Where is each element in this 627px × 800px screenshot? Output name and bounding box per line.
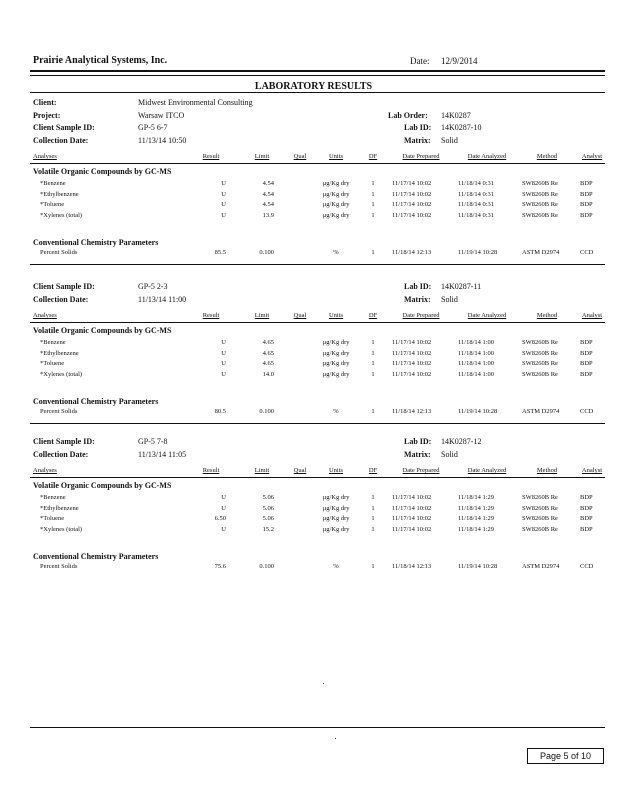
conv-cell-units: % [333,563,339,570]
voc-cell-analyzed: 11/18/14 1:29 [458,515,495,522]
conv-cell-units: % [333,249,339,256]
voc-cell-units: µg/Kg dry [322,180,350,187]
voc-cell-df: 1 [371,370,375,378]
voc-cell-analyst: BDP [580,504,593,512]
column-header-analyte: Analyses [33,467,57,474]
voc-cell-analyzed: 11/18/14 1:29 [458,494,495,501]
column-header-analyte: Analyses [33,312,57,319]
collection-date-label: Collection Date: [33,450,89,459]
voc-cell-method: SW8260B Re [522,494,558,501]
voc-cell-analyte: *Xylenes (total) [40,370,83,378]
conv-cell-df: 1 [371,563,375,570]
lab-id-value: 14K0287-12 [441,437,482,446]
column-header-analyst: Analyst [581,153,603,160]
voc-cell-df: 1 [371,525,375,533]
conv-cell-analyzed: 11/19/14 10:28 [458,408,498,415]
voc-cell-analyzed: 11/18/14 0:31 [458,201,495,208]
column-header-prepared: Date Prepared [402,467,440,474]
client-sample-id-value: GP-5 6-7 [138,123,168,132]
voc-cell-analyzed: 11/18/14 0:31 [458,211,495,219]
voc-cell-df: 1 [371,339,375,346]
voc-cell-analyzed: 11/18/14 1:29 [458,525,495,533]
lab-id-label: Lab ID: [404,282,432,291]
voc-cell-units: µg/Kg dry [322,515,350,522]
voc-cell-analyte: *Benzene [40,494,66,501]
column-header-result: Result [202,467,220,474]
voc-cell-analyst: BDP [580,360,593,367]
conv-cell-limit: 0.100 [259,249,274,256]
column-header-units: Units [328,467,344,474]
voc-cell-prepared: 11/17/14 10:02 [392,494,432,501]
column-header-limit: Limit [254,312,270,319]
matrix-label: Matrix: [404,295,431,304]
conv-cell-analyte: Percent Solids [40,249,78,256]
lab-id-label: Lab ID: [404,437,432,446]
conv-cell-analyst: CCD [580,408,594,415]
conv-cell-df: 1 [371,408,375,415]
collection-date-value: 11/13/14 11:05 [138,450,187,459]
voc-cell-units: µg/Kg dry [322,339,350,346]
collection-date-label: Collection Date: [33,295,89,304]
voc-cell-prepared: 11/17/14 10:02 [392,211,432,219]
voc-cell-method: SW8260B Re [522,349,558,357]
conv-section-title: Conventional Chemistry Parameters [33,238,159,247]
voc-cell-result: U [221,504,226,512]
voc-cell-units: µg/Kg dry [322,504,350,512]
voc-cell-units: µg/Kg dry [322,211,350,219]
voc-cell-df: 1 [371,349,375,357]
voc-cell-method: SW8260B Re [522,180,558,187]
voc-section-title: Volatile Organic Compounds by GC-MS [33,481,172,490]
voc-cell-limit: 4.65 [262,360,274,367]
client-sample-id-label: Client Sample ID: [33,437,95,446]
voc-cell-method: SW8260B Re [522,201,558,208]
column-header-df: DF [368,153,378,160]
voc-cell-result: U [221,339,226,346]
voc-cell-prepared: 11/17/14 10:02 [392,370,432,378]
column-header-analyte: Analyses [33,153,57,160]
voc-cell-analyzed: 11/18/14 1:29 [458,504,495,512]
voc-cell-analyst: BDP [580,515,593,522]
lab-id-label: Lab ID: [404,123,432,132]
voc-cell-df: 1 [371,504,375,512]
voc-cell-result: U [221,360,226,367]
conv-cell-df: 1 [371,249,375,256]
voc-cell-analyst: BDP [580,525,593,533]
report-date: 12/9/2014 [441,56,478,66]
voc-cell-prepared: 11/17/14 10:02 [392,504,432,512]
voc-cell-prepared: 11/17/14 10:02 [392,180,432,187]
voc-cell-method: SW8260B Re [522,525,558,533]
voc-cell-analyte: *Xylenes (total) [40,211,83,219]
conv-cell-prepared: 11/18/14 12:13 [392,563,432,570]
voc-cell-result: U [221,349,226,357]
sample-separator-rule [30,423,605,424]
voc-cell-units: µg/Kg dry [322,370,350,378]
voc-cell-analyte: *Toluene [40,201,65,208]
voc-cell-analyte: *Ethylbenzene [40,504,79,512]
column-header-analyst: Analyst [581,312,603,319]
voc-cell-method: SW8260B Re [522,190,558,198]
column-header-analyst: Analyst [581,467,603,474]
lab-id-value: 14K0287-10 [441,123,482,132]
voc-cell-result: U [221,494,226,501]
voc-cell-analyzed: 11/18/14 1:00 [458,360,495,367]
voc-cell-units: µg/Kg dry [322,360,350,367]
voc-cell-df: 1 [371,494,375,501]
matrix-label: Matrix: [404,136,431,145]
company-name: Prairie Analytical Systems, Inc. [33,55,168,66]
collection-date-value: 11/13/14 11:00 [138,295,187,304]
voc-cell-method: SW8260B Re [522,360,558,367]
voc-cell-units: µg/Kg dry [322,201,350,208]
column-header-qual: Qual [293,153,307,160]
voc-cell-result: U [221,211,226,219]
lab-order-label: Lab Order: [388,111,428,120]
conv-cell-prepared: 11/18/14 12:13 [392,249,432,256]
client-sample-id-label: Client Sample ID: [33,123,95,132]
voc-cell-analyst: BDP [580,494,593,501]
column-header-result: Result [202,153,220,160]
project-label: Project: [33,111,61,120]
voc-cell-result: U [221,201,226,208]
voc-cell-prepared: 11/17/14 10:02 [392,360,432,367]
voc-cell-analyte: *Toluene [40,360,65,367]
voc-cell-analyte: *Benzene [40,180,66,187]
column-header-units: Units [328,153,344,160]
voc-cell-method: SW8260B Re [522,515,558,522]
voc-cell-df: 1 [371,201,375,208]
voc-cell-units: µg/Kg dry [322,525,350,533]
footer-rule [30,727,605,728]
column-header-rule [30,163,605,164]
voc-cell-limit: 14.0 [262,370,274,378]
voc-cell-analyst: BDP [580,201,593,208]
scan-dot [335,738,336,739]
voc-cell-method: SW8260B Re [522,370,558,378]
conv-cell-analyzed: 11/19/14 10:28 [458,249,498,256]
voc-cell-limit: 15.2 [262,525,274,533]
column-header-analyzed: Date Analyzed [467,467,507,474]
header-rule [30,70,605,72]
column-header-method: Method [536,312,558,319]
conv-cell-analyzed: 11/19/14 10:28 [458,563,498,570]
title-rule [30,92,605,93]
column-header-limit: Limit [254,153,270,160]
voc-cell-prepared: 11/17/14 10:02 [392,339,432,346]
conv-cell-analyst: CCD [580,563,594,570]
conv-section-title: Conventional Chemistry Parameters [33,397,159,406]
column-header-rule [30,477,605,478]
matrix-value: Solid [441,295,458,304]
column-header-limit: Limit [254,467,270,474]
voc-cell-limit: 5.06 [262,494,274,501]
matrix-label: Matrix: [404,450,431,459]
page-number: Page 5 of 10 [527,748,604,764]
voc-cell-analyte: *Benzene [40,339,66,346]
voc-cell-prepared: 11/17/14 10:02 [392,201,432,208]
collection-date-label: Collection Date: [33,136,89,145]
lab-order-value: 14K0287 [441,111,471,120]
column-header-analyzed: Date Analyzed [467,312,507,319]
voc-cell-analyst: BDP [580,370,593,378]
voc-cell-df: 1 [371,180,375,187]
voc-cell-result: U [221,190,226,198]
client-sample-id-value: GP-5 2-3 [138,282,168,291]
voc-cell-analyte: *Toluene [40,515,65,522]
voc-cell-units: µg/Kg dry [322,190,350,198]
column-header-analyzed: Date Analyzed [467,153,507,160]
voc-cell-analyzed: 11/18/14 1:00 [458,349,495,357]
voc-cell-limit: 4.54 [262,190,274,198]
voc-cell-analyte: *Ethylbenzene [40,349,79,357]
conv-cell-result: 85.5 [214,249,226,256]
column-header-rule [30,322,605,323]
voc-cell-limit: 4.54 [262,201,274,208]
column-header-method: Method [536,467,558,474]
column-header-df: DF [368,467,378,474]
voc-cell-analyst: BDP [580,211,593,219]
voc-cell-df: 1 [371,360,375,367]
matrix-value: Solid [441,450,458,459]
voc-cell-limit: 4.54 [262,180,274,187]
voc-cell-result: U [221,370,226,378]
voc-cell-limit: 4.65 [262,349,274,357]
voc-cell-analyst: BDP [580,349,593,357]
conv-cell-analyte: Percent Solids [40,408,78,415]
voc-cell-analyst: BDP [580,190,593,198]
conv-cell-analyte: Percent Solids [40,563,78,570]
voc-cell-limit: 13.9 [262,211,274,219]
column-header-qual: Qual [293,312,307,319]
sample-separator-rule [30,264,605,265]
voc-cell-units: µg/Kg dry [322,349,350,357]
voc-cell-analyst: BDP [580,180,593,187]
voc-cell-limit: 5.06 [262,504,274,512]
report-title: LABORATORY RESULTS [254,81,373,92]
lab-id-value: 14K0287-11 [441,282,482,291]
column-header-prepared: Date Prepared [402,312,440,319]
voc-cell-prepared: 11/17/14 10:02 [392,190,432,198]
voc-cell-analyte: *Ethylbenzene [40,190,79,198]
voc-cell-units: µg/Kg dry [322,494,350,501]
header-rule-thin [30,75,605,76]
voc-cell-prepared: 11/17/14 10:02 [392,349,432,357]
voc-cell-df: 1 [371,190,375,198]
column-header-method: Method [536,153,558,160]
conv-cell-method: ASTM D2974 [522,249,560,256]
column-header-result: Result [202,312,220,319]
client-value: Midwest Environmental Consulting [138,98,253,107]
client-sample-id-value: GP-5 7-8 [138,437,168,446]
project-value: Warsaw ITCO [138,111,185,120]
voc-cell-analyst: BDP [580,339,593,346]
conv-cell-limit: 0.100 [259,408,274,415]
voc-section-title: Volatile Organic Compounds by GC-MS [33,326,172,335]
conv-cell-method: ASTM D2974 [522,408,560,415]
voc-cell-df: 1 [371,211,375,219]
conv-cell-units: % [333,408,339,415]
column-header-prepared: Date Prepared [402,153,440,160]
date-label: Date: [410,56,430,66]
column-header-qual: Qual [293,467,307,474]
conv-cell-prepared: 11/18/14 12:13 [392,408,432,415]
voc-cell-prepared: 11/17/14 10:02 [392,515,432,522]
conv-section-title: Conventional Chemistry Parameters [33,552,159,561]
conv-cell-result: 80.5 [214,408,226,415]
voc-cell-limit: 4.65 [262,339,274,346]
voc-section-title: Volatile Organic Compounds by GC-MS [33,167,172,176]
voc-cell-df: 1 [371,515,375,522]
voc-cell-result: 6.50 [214,515,226,522]
conv-cell-method: ASTM D2974 [522,563,560,570]
column-header-df: DF [368,312,378,319]
scan-dot [323,683,324,684]
conv-cell-limit: 0.100 [259,563,274,570]
client-sample-id-label: Client Sample ID: [33,282,95,291]
voc-cell-analyzed: 11/18/14 0:31 [458,180,495,187]
conv-cell-analyst: CCD [580,249,594,256]
voc-cell-result: U [221,525,226,533]
voc-cell-analyzed: 11/18/14 1:00 [458,370,495,378]
voc-cell-method: SW8260B Re [522,339,558,346]
voc-cell-result: U [221,180,226,187]
voc-cell-prepared: 11/17/14 10:02 [392,525,432,533]
voc-cell-method: SW8260B Re [522,211,558,219]
conv-cell-result: 75.6 [214,563,226,570]
collection-date-value: 11/13/14 10:50 [138,136,187,145]
voc-cell-analyzed: 11/18/14 0:31 [458,190,495,198]
matrix-value: Solid [441,136,458,145]
voc-cell-limit: 5.06 [262,515,274,522]
voc-cell-method: SW8260B Re [522,504,558,512]
voc-cell-analyte: *Xylenes (total) [40,525,83,533]
column-header-units: Units [328,312,344,319]
voc-cell-analyzed: 11/18/14 1:00 [458,339,495,346]
client-label: Client: [33,98,57,107]
